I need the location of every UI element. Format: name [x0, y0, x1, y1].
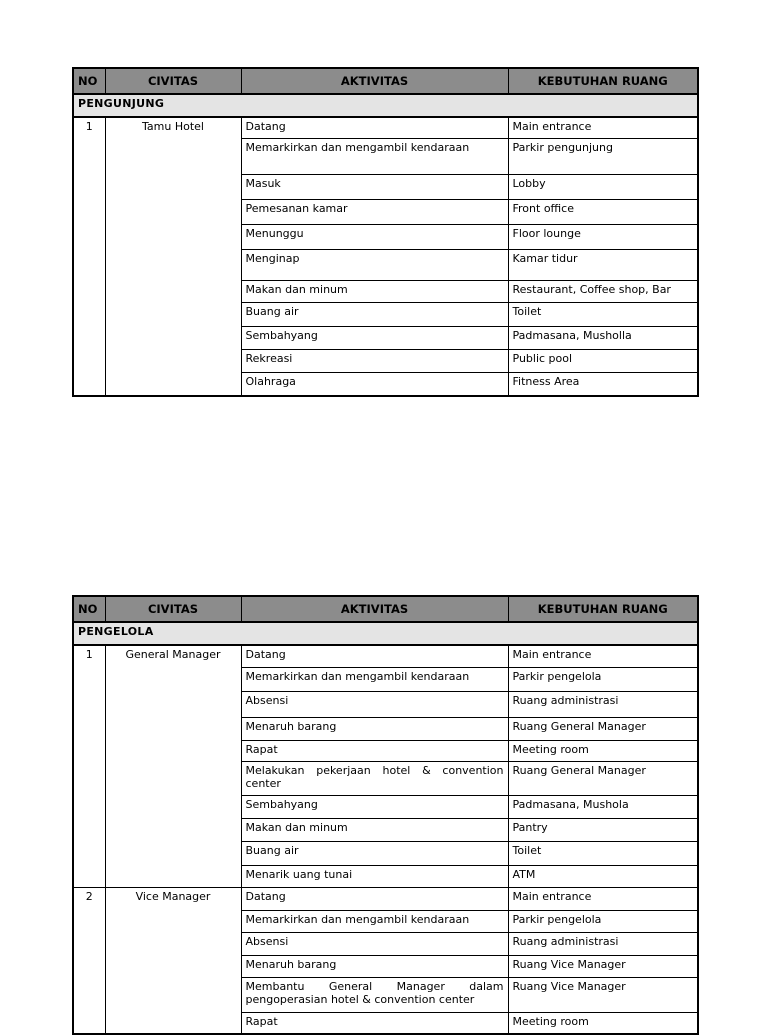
header-no: NO [73, 68, 105, 94]
header-kebutuhan-ruang: KEBUTUHAN RUANG [508, 596, 698, 622]
ruang-cell: Floor lounge [508, 224, 698, 249]
aktivitas-cell: Datang [241, 117, 508, 138]
requirements-table-pengelola [72, 595, 699, 1035]
aktivitas-cell: Memarkirkan dan mengambil kendaraan [241, 667, 508, 691]
row-number: 2 [73, 887, 105, 1034]
aktivitas-cell: Datang [241, 887, 508, 910]
aktivitas-cell: Rekreasi [241, 349, 508, 372]
ruang-cell: Padmasana, Mushola [508, 795, 698, 818]
ruang-cell: Ruang administrasi [508, 932, 698, 955]
ruang-cell: Toilet [508, 841, 698, 865]
ruang-cell: Ruang Vice Manager [508, 977, 698, 1012]
header-aktivitas: AKTIVITAS [241, 68, 508, 94]
ruang-cell: Fitness Area [508, 372, 698, 396]
ruang-cell: Ruang General Manager [508, 761, 698, 795]
ruang-cell: Meeting room [508, 740, 698, 761]
ruang-cell: Kamar tidur [508, 249, 698, 280]
aktivitas-cell: Absensi [241, 691, 508, 717]
ruang-cell: Pantry [508, 818, 698, 841]
ruang-cell: Lobby [508, 174, 698, 199]
ruang-cell: Main entrance [508, 117, 698, 138]
section-title: PENGELOLA [73, 622, 698, 645]
ruang-cell: Toilet [508, 302, 698, 326]
ruang-cell: Parkir pengunjung [508, 138, 698, 174]
ruang-cell: Ruang Vice Manager [508, 955, 698, 977]
aktivitas-cell: Makan dan minum [241, 280, 508, 302]
ruang-cell: Main entrance [508, 887, 698, 910]
header-aktivitas: AKTIVITAS [241, 596, 508, 622]
header-civitas: CIVITAS [105, 596, 241, 622]
header-kebutuhan-ruang: KEBUTUHAN RUANG [508, 68, 698, 94]
ruang-cell: Public pool [508, 349, 698, 372]
aktivitas-cell: Buang air [241, 841, 508, 865]
ruang-cell: Ruang administrasi [508, 691, 698, 717]
ruang-cell: ATM [508, 865, 698, 887]
aktivitas-cell: Menginap [241, 249, 508, 280]
table-row [73, 645, 698, 667]
header-civitas: CIVITAS [105, 68, 241, 94]
aktivitas-cell: Memarkirkan dan mengambil kendaraan [241, 138, 508, 174]
table-header-row [73, 68, 698, 94]
aktivitas-cell: Menaruh barang [241, 717, 508, 740]
table-row [73, 887, 698, 910]
aktivitas-cell: Rapat [241, 1012, 508, 1034]
civitas-name: General Manager [105, 645, 241, 887]
aktivitas-cell: Melakukan pekerjaan hotel & convention center [241, 761, 508, 795]
ruang-cell: Front office [508, 199, 698, 224]
row-number: 1 [73, 117, 105, 396]
aktivitas-cell: Membantu General Manager dalam pengoperasian hotel & convention center [241, 977, 508, 1012]
ruang-cell: Parkir pengelola [508, 667, 698, 691]
aktivitas-cell: Datang [241, 645, 508, 667]
aktivitas-cell: Pemesanan kamar [241, 199, 508, 224]
requirements-table-pengunjung [72, 67, 699, 397]
aktivitas-cell: Menaruh barang [241, 955, 508, 977]
table-row [73, 117, 698, 138]
aktivitas-cell: Masuk [241, 174, 508, 199]
ruang-cell: Ruang General Manager [508, 717, 698, 740]
civitas-name: Tamu Hotel [105, 117, 241, 396]
table-header-row [73, 596, 698, 622]
section-title: PENGUNJUNG [73, 94, 698, 117]
aktivitas-cell: Absensi [241, 932, 508, 955]
aktivitas-cell: Olahraga [241, 372, 508, 396]
aktivitas-cell: Menarik uang tunai [241, 865, 508, 887]
aktivitas-cell: Sembahyang [241, 326, 508, 349]
ruang-cell: Main entrance [508, 645, 698, 667]
ruang-cell: Parkir pengelola [508, 910, 698, 932]
header-no: NO [73, 596, 105, 622]
aktivitas-cell: Sembahyang [241, 795, 508, 818]
aktivitas-cell: Makan dan minum [241, 818, 508, 841]
ruang-cell: Padmasana, Musholla [508, 326, 698, 349]
civitas-name: Vice Manager [105, 887, 241, 1034]
ruang-cell: Restaurant, Coffee shop, Bar [508, 280, 698, 302]
row-number: 1 [73, 645, 105, 887]
ruang-cell: Meeting room [508, 1012, 698, 1034]
aktivitas-cell: Rapat [241, 740, 508, 761]
aktivitas-cell: Buang air [241, 302, 508, 326]
aktivitas-cell: Memarkirkan dan mengambil kendaraan [241, 910, 508, 932]
aktivitas-cell: Menunggu [241, 224, 508, 249]
